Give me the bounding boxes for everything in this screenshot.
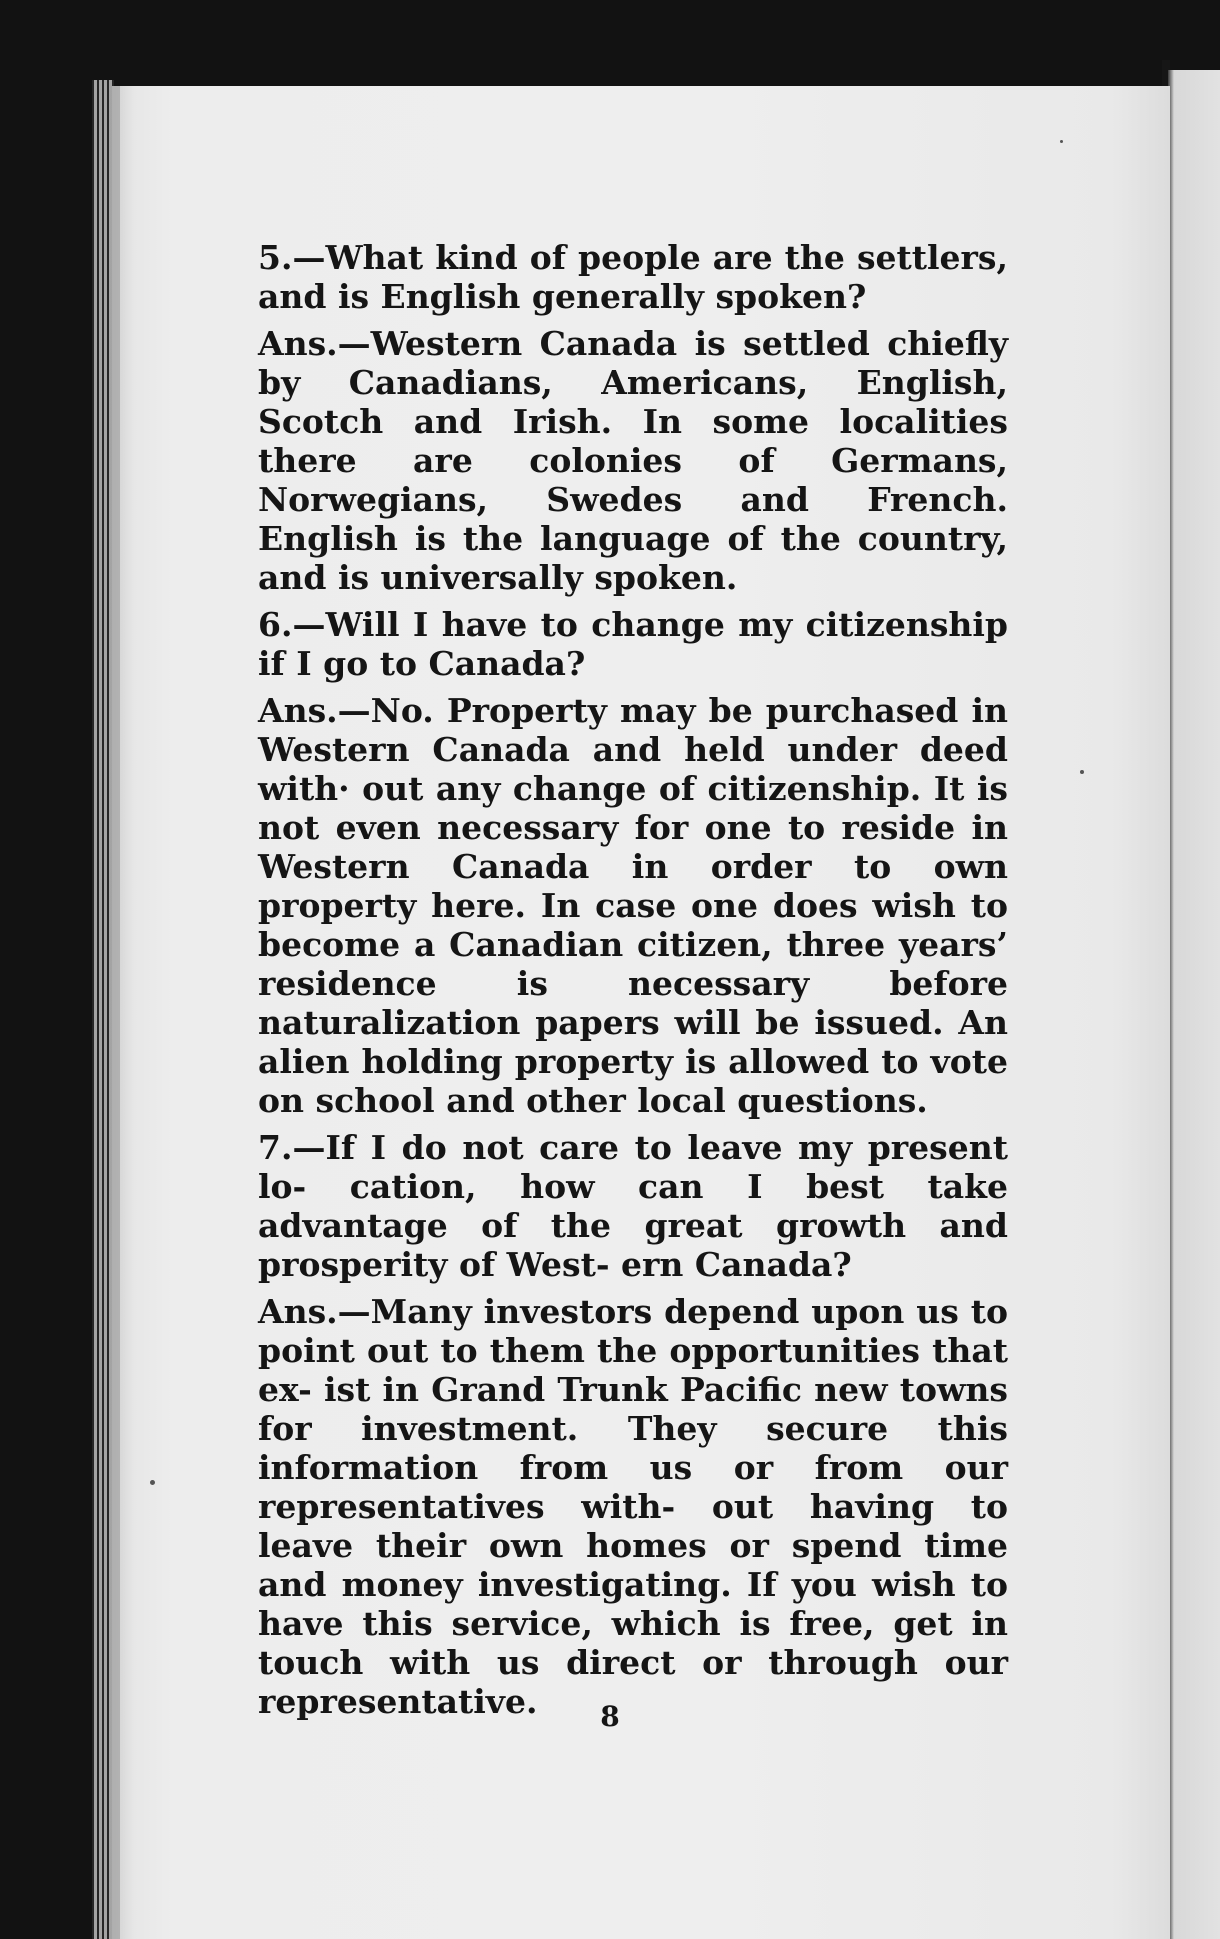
answer-label: Ans.: [258, 324, 338, 363]
paper-speck: [1080, 770, 1084, 774]
answer-6: [258, 691, 1008, 1120]
answer-5: [258, 324, 1008, 597]
answer-text: —Western Canada is settled chiefly by Canadians, Americans, English, Scotch and Irish. In some localities there are colonies of Germans, Norwegians, Swedes and French. English is the language of the country, and is universally spoken.: [258, 324, 1008, 597]
paper-speck: [150, 1480, 155, 1485]
answer-label: Ans.: [258, 691, 338, 730]
paper-speck: [1060, 140, 1063, 143]
page-number: 8: [600, 1700, 620, 1733]
answer-text: —No. Property may be purchased in Western Canada and held under deed with· out any change of citizenship. It is not even necessary for one to reside in Western Canada in order to own property here. In case one does wish to become a Canadian citizen, three years’ residence is necessary before naturalization papers will be issued. An alien holding property is allowed to vote on school and other local questions.: [258, 691, 1008, 1120]
question-number: 5.: [258, 238, 293, 277]
page-text: [258, 238, 1008, 1729]
answer-text: —Many investors depend upon us to point out to them the opportunities that ex- ist in Grand Trunk Pacific new towns for investment. They secure this information from us or from our representatives with- out having to leave their own homes or spend time and money investigating. If you wish to have this service, which is free, get in touch with us direct or through our representative.: [258, 1292, 1008, 1721]
left-page-stack: [92, 80, 114, 1939]
answer-label: Ans.: [258, 1292, 338, 1331]
answer-7: [258, 1292, 1008, 1721]
question-6: [258, 605, 1008, 683]
question-number: 6.: [258, 605, 293, 644]
question-7: [258, 1128, 1008, 1284]
facing-page-edge: [1168, 70, 1220, 1939]
question-text: —Will I have to change my citizenship if I go to Canada?: [258, 605, 1008, 683]
question-text: —If I do not care to leave my present lo- cation, how can I best take advantage of the great growth and prosperity of West- ern Canada?: [258, 1128, 1008, 1284]
page-gutter-shadow: [112, 86, 120, 1939]
question-5: [258, 238, 1008, 316]
question-number: 7.: [258, 1128, 293, 1167]
question-text: —What kind of people are the settlers, and is English generally spoken?: [258, 238, 1008, 316]
